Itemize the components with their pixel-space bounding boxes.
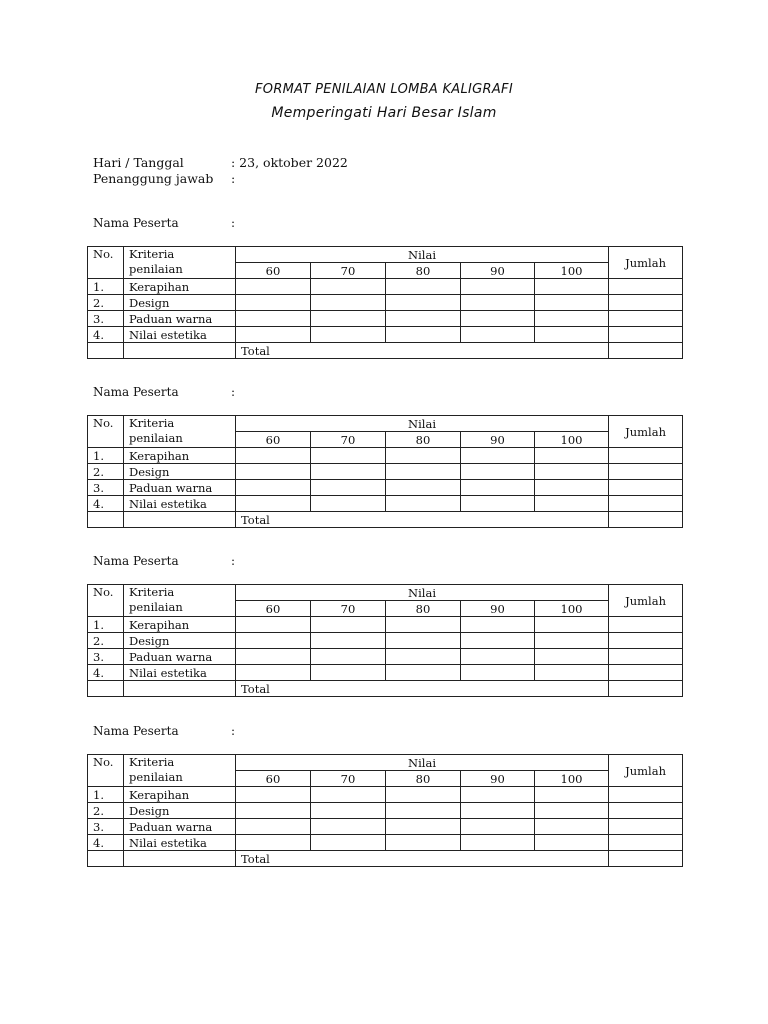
total-empty-criteria [124,343,236,359]
row-criteria: Nilai estetika [124,496,236,512]
score-header-4: 100 [535,601,609,617]
score-cell[interactable] [386,835,461,851]
score-cell[interactable] [236,448,311,464]
criteria-row [88,787,683,803]
score-cell[interactable] [535,819,609,835]
row-number: 1. [88,279,124,295]
score-cell[interactable] [609,787,683,803]
total-cell[interactable] [609,512,683,528]
total-empty-no [88,512,124,528]
score-cell[interactable] [236,819,311,835]
row-number: 2. [88,464,124,480]
score-cell[interactable] [386,665,461,681]
score-header-0: 60 [236,432,311,448]
row-number: 2. [88,633,124,649]
criteria-row [88,279,683,295]
score-cell[interactable] [609,835,683,851]
score-header-3: 90 [461,771,535,787]
col-nilai-header: Nilai [236,416,609,432]
score-cell[interactable] [386,803,461,819]
score-cell[interactable] [236,665,311,681]
row-number: 2. [88,295,124,311]
score-cell[interactable] [461,835,535,851]
col-no-header: No. [88,755,124,787]
score-cell[interactable] [311,464,386,480]
total-row [88,851,683,867]
date-label: Hari / Tanggal [93,155,184,170]
col-nilai-header: Nilai [236,585,609,601]
row-criteria: Nilai estetika [124,835,236,851]
score-cell[interactable] [236,496,311,512]
score-cell[interactable] [236,279,311,295]
total-row [88,343,683,359]
score-table [87,754,683,867]
score-cell[interactable] [236,295,311,311]
pj-label: Penanggung jawab [93,171,214,186]
score-cell[interactable] [461,803,535,819]
score-header-0: 60 [236,263,311,279]
total-empty-criteria [124,512,236,528]
score-cell[interactable] [311,327,386,343]
score-cell[interactable] [386,496,461,512]
row-criteria: Paduan warna [124,649,236,665]
col-kriteria-header [124,416,236,448]
score-cell[interactable] [535,496,609,512]
header-row [88,416,683,432]
score-cell[interactable] [311,835,386,851]
score-cell[interactable] [535,787,609,803]
score-cell[interactable] [311,787,386,803]
score-cell[interactable] [386,327,461,343]
kriteria-line-2: penilaian [129,262,183,276]
row-number: 4. [88,327,124,343]
kriteria-line-2: penilaian [129,431,183,445]
total-label: Total [236,343,609,359]
score-cell[interactable] [609,617,683,633]
row-criteria: Design [124,633,236,649]
col-no-header: No. [88,585,124,617]
row-criteria: Design [124,803,236,819]
total-empty-criteria [124,681,236,697]
col-jumlah-header: Jumlah [609,247,683,279]
header-row [88,755,683,771]
score-cell[interactable] [609,649,683,665]
criteria-row [88,295,683,311]
row-criteria: Kerapihan [124,448,236,464]
score-header-1: 70 [311,771,386,787]
score-cell[interactable] [236,480,311,496]
col-nilai-header: Nilai [236,247,609,263]
score-cell[interactable] [461,819,535,835]
score-cell[interactable] [461,496,535,512]
kriteria-line-1: Kriteria [129,755,175,769]
row-criteria: Nilai estetika [124,665,236,681]
participant-colon: : [231,385,236,399]
criteria-row [88,311,683,327]
total-cell[interactable] [609,851,683,867]
participant-colon: : [231,724,236,738]
score-cell[interactable] [535,327,609,343]
score-cell[interactable] [311,665,386,681]
score-cell[interactable] [386,279,461,295]
row-criteria: Kerapihan [124,787,236,803]
criteria-row [88,819,683,835]
score-cell[interactable] [236,617,311,633]
row-criteria: Kerapihan [124,617,236,633]
header-row [88,585,683,601]
score-cell[interactable] [461,327,535,343]
total-label: Total [236,512,609,528]
score-cell[interactable] [386,617,461,633]
participant-colon: : [231,216,236,230]
score-header-2: 80 [386,771,461,787]
row-number: 3. [88,311,124,327]
document-title: FORMAT PENILAIAN LOMBA KALIGRAFI [255,82,513,97]
total-empty-no [88,851,124,867]
score-cell[interactable] [236,649,311,665]
score-cell[interactable] [236,311,311,327]
pj-line [93,171,235,186]
document-subtitle: Memperingati Hari Besar Islam [271,105,497,121]
score-cell[interactable] [386,448,461,464]
participant-label: Nama Peserta [93,385,179,399]
participant-colon: : [231,554,236,568]
total-empty-no [88,343,124,359]
row-criteria: Paduan warna [124,311,236,327]
row-number: 4. [88,496,124,512]
score-header-2: 80 [386,263,461,279]
col-kriteria-header [124,585,236,617]
row-number: 1. [88,787,124,803]
score-cell[interactable] [311,279,386,295]
score-cell[interactable] [311,803,386,819]
score-cell[interactable] [386,311,461,327]
score-header-0: 60 [236,601,311,617]
criteria-row [88,496,683,512]
score-cell[interactable] [311,480,386,496]
total-cell[interactable] [609,681,683,697]
row-criteria: Nilai estetika [124,327,236,343]
score-cell[interactable] [609,480,683,496]
score-cell[interactable] [461,787,535,803]
row-number: 4. [88,835,124,851]
score-header-3: 90 [461,601,535,617]
col-no-header: No. [88,416,124,448]
score-table [87,246,683,359]
score-cell[interactable] [461,633,535,649]
total-cell[interactable] [609,343,683,359]
score-cell[interactable] [461,617,535,633]
score-cell[interactable] [535,448,609,464]
criteria-row [88,480,683,496]
kriteria-line-1: Kriteria [129,247,175,261]
score-cell[interactable] [311,295,386,311]
participant-label: Nama Peserta [93,554,179,568]
score-cell[interactable] [535,311,609,327]
total-empty-no [88,681,124,697]
score-cell[interactable] [535,279,609,295]
participant-line [93,216,235,230]
score-cell[interactable] [535,803,609,819]
score-cell[interactable] [609,665,683,681]
score-cell[interactable] [386,633,461,649]
score-table [87,584,683,697]
row-number: 4. [88,665,124,681]
col-nilai-header: Nilai [236,755,609,771]
score-cell[interactable] [535,295,609,311]
score-cell[interactable] [461,448,535,464]
criteria-row [88,835,683,851]
score-header-1: 70 [311,432,386,448]
score-table [87,415,683,528]
participant-label: Nama Peserta [93,724,179,738]
kriteria-line-1: Kriteria [129,585,175,599]
row-criteria: Paduan warna [124,480,236,496]
pj-value: : [231,171,236,186]
score-cell[interactable] [461,279,535,295]
row-number: 1. [88,617,124,633]
score-header-4: 100 [535,771,609,787]
row-criteria: Design [124,295,236,311]
score-cell[interactable] [535,464,609,480]
score-header-1: 70 [311,601,386,617]
row-criteria: Design [124,464,236,480]
score-header-3: 90 [461,432,535,448]
score-cell[interactable] [609,633,683,649]
score-cell[interactable] [236,835,311,851]
score-cell[interactable] [535,835,609,851]
score-cell[interactable] [311,633,386,649]
row-criteria: Kerapihan [124,279,236,295]
score-cell[interactable] [386,819,461,835]
score-cell[interactable] [311,649,386,665]
score-cell[interactable] [609,448,683,464]
score-cell[interactable] [535,617,609,633]
criteria-row [88,803,683,819]
score-cell[interactable] [386,787,461,803]
score-cell[interactable] [236,803,311,819]
score-cell[interactable] [311,496,386,512]
score-cell[interactable] [386,480,461,496]
row-number: 3. [88,649,124,665]
participant-line [93,724,235,738]
col-jumlah-header: Jumlah [609,585,683,617]
score-cell[interactable] [236,633,311,649]
header-row [88,247,683,263]
score-cell[interactable] [609,311,683,327]
score-cell[interactable] [236,464,311,480]
score-header-4: 100 [535,432,609,448]
score-cell[interactable] [609,327,683,343]
score-cell[interactable] [461,295,535,311]
criteria-row [88,665,683,681]
score-cell[interactable] [535,633,609,649]
row-criteria: Paduan warna [124,819,236,835]
participant-line [93,554,235,568]
score-header-2: 80 [386,432,461,448]
participant-line [93,385,235,399]
score-cell[interactable] [535,480,609,496]
score-header-4: 100 [535,263,609,279]
row-number: 3. [88,819,124,835]
col-jumlah-header: Jumlah [609,755,683,787]
col-kriteria-header [124,755,236,787]
score-cell[interactable] [609,819,683,835]
score-cell[interactable] [609,279,683,295]
col-no-header: No. [88,247,124,279]
score-cell[interactable] [609,464,683,480]
score-cell[interactable] [609,803,683,819]
score-cell[interactable] [386,464,461,480]
row-number: 1. [88,448,124,464]
date-value: : 23, oktober 2022 [231,155,348,170]
criteria-row [88,649,683,665]
kriteria-line-2: penilaian [129,770,183,784]
criteria-row [88,464,683,480]
col-kriteria-header [124,247,236,279]
participant-label: Nama Peserta [93,216,179,230]
score-cell[interactable] [461,665,535,681]
col-jumlah-header: Jumlah [609,416,683,448]
criteria-row [88,327,683,343]
total-label: Total [236,851,609,867]
score-cell[interactable] [461,464,535,480]
score-cell[interactable] [609,295,683,311]
kriteria-line-2: penilaian [129,600,183,614]
row-number: 3. [88,480,124,496]
score-cell[interactable] [311,617,386,633]
score-cell[interactable] [386,649,461,665]
total-row [88,512,683,528]
score-cell[interactable] [311,819,386,835]
total-label: Total [236,681,609,697]
total-empty-criteria [124,851,236,867]
criteria-row [88,448,683,464]
score-header-1: 70 [311,263,386,279]
kriteria-line-1: Kriteria [129,416,175,430]
score-cell[interactable] [461,649,535,665]
score-cell[interactable] [236,787,311,803]
score-cell[interactable] [609,496,683,512]
date-line [93,155,348,170]
score-cell[interactable] [311,448,386,464]
row-number: 2. [88,803,124,819]
score-cell[interactable] [535,665,609,681]
score-cell[interactable] [461,311,535,327]
score-cell[interactable] [386,295,461,311]
score-header-0: 60 [236,771,311,787]
criteria-row [88,633,683,649]
score-header-3: 90 [461,263,535,279]
score-cell[interactable] [535,649,609,665]
score-cell[interactable] [311,311,386,327]
score-cell[interactable] [236,327,311,343]
criteria-row [88,617,683,633]
total-row [88,681,683,697]
score-header-2: 80 [386,601,461,617]
score-cell[interactable] [461,480,535,496]
